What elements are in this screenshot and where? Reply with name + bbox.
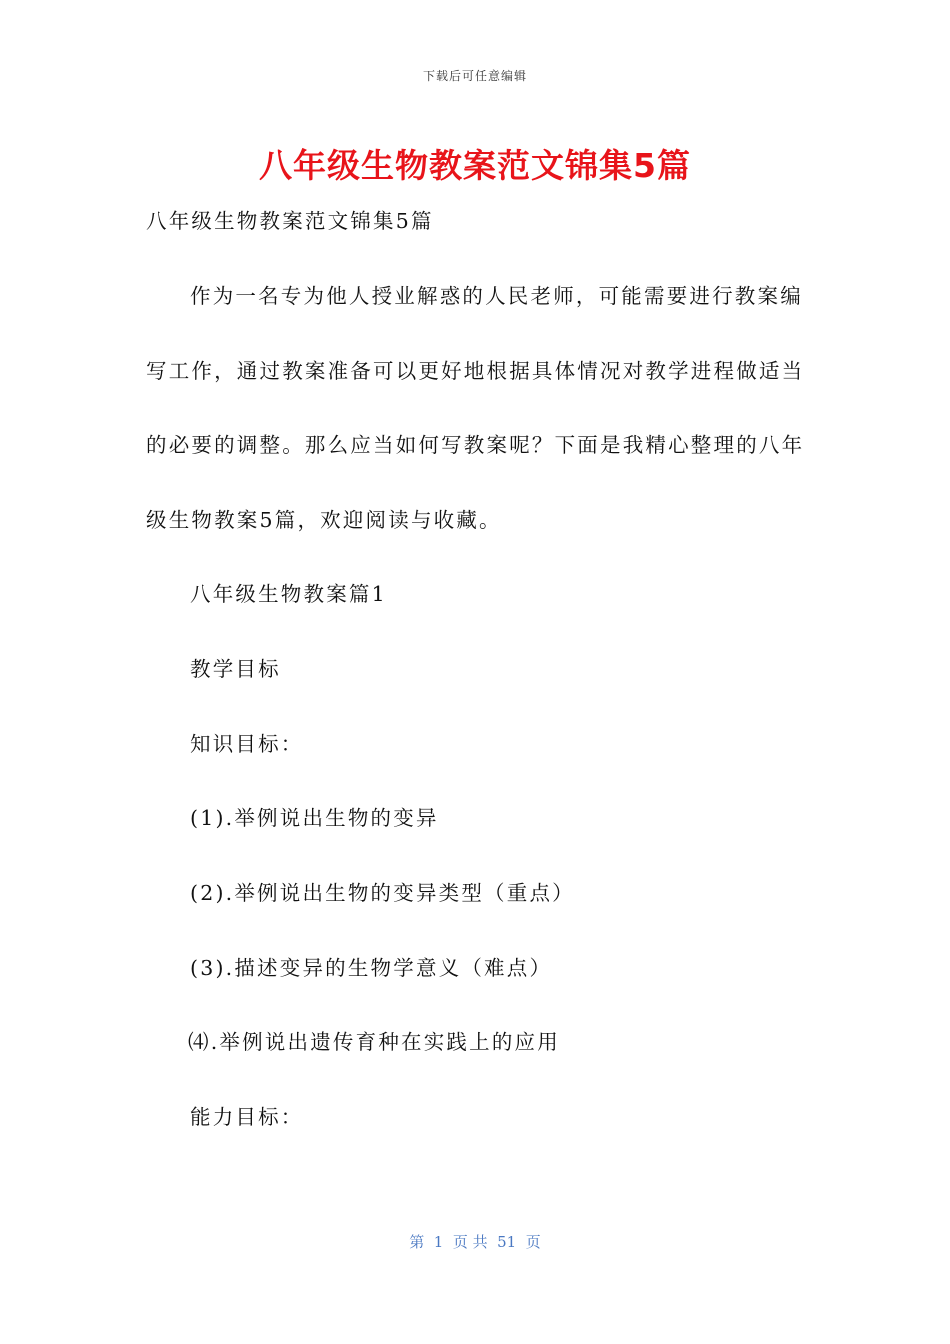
intro-line-2: 写工作，通过教案准备可以更好地根据具体情况对教学进程做适当 <box>146 359 805 383</box>
document-title: 八年级生物教案范文锦集5篇 <box>259 146 691 185</box>
intro-line-4: 级生物教案5篇，欢迎阅读与收藏。 <box>146 508 502 532</box>
knowledge-item: (3).描述变异的生物学意义（难点） <box>190 956 553 980</box>
intro-line-3: 的必要的调整。那么应当如何写教案呢？下面是我精心整理的八年 <box>146 433 805 457</box>
ability-goal-heading: 能力目标： <box>190 1105 304 1129</box>
knowledge-item: (1).举例说出生物的变异 <box>190 806 439 830</box>
knowledge-item: ⑷.举例说出遗传育种在实践上的应用 <box>188 1030 560 1054</box>
knowledge-item: (2).举例说出生物的变异类型（重点） <box>190 881 575 905</box>
page-footer: 第 1 页 共 51 页 <box>409 1233 541 1251</box>
intro-line-1: 作为一名专为他人授业解惑的人民老师，可能需要进行教案编 <box>190 284 803 308</box>
section-heading: 八年级生物教案篇1 <box>190 582 387 606</box>
document-subtitle: 八年级生物教案范文锦集5篇 <box>146 209 434 233</box>
teaching-goal-heading: 教学目标 <box>190 657 281 681</box>
knowledge-goal-heading: 知识目标： <box>190 732 304 756</box>
header-note: 下载后可任意编辑 <box>422 69 527 83</box>
